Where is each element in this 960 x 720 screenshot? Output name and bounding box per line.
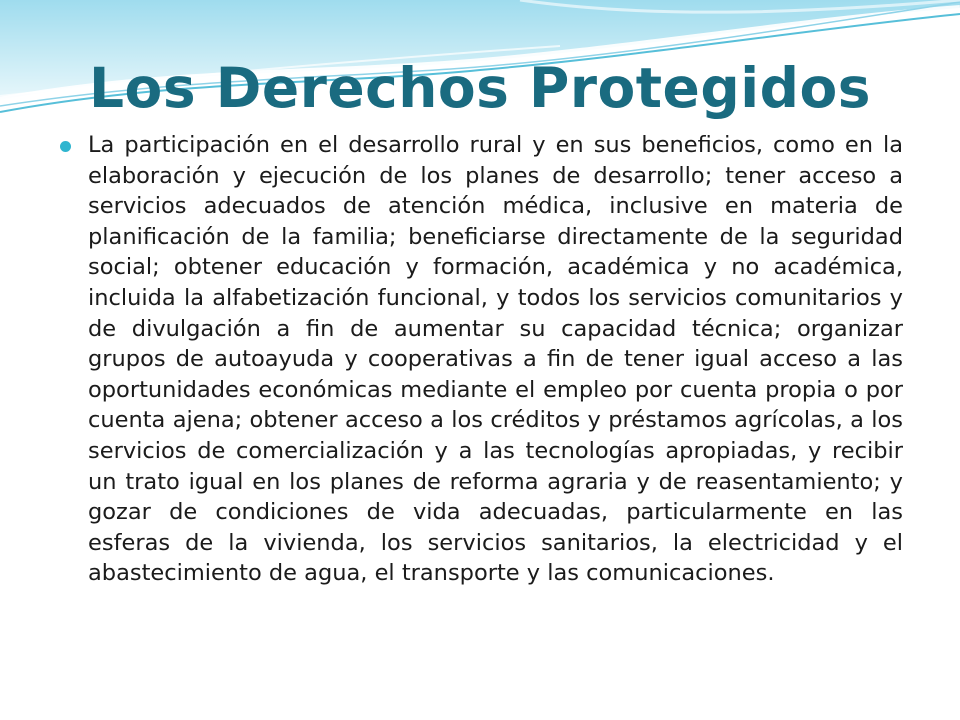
bullet-list-item [60, 130, 910, 589]
slide-title: Los Derechos Protegidos [89, 56, 871, 120]
bullet-text: La participación en el desarrollo rural y en sus beneficios, como en la elaboración y ejecución de los planes de desarrollo; tener acceso a servicios adecuados de atención médica, inclusive en materia de planificación de la familia; beneficiarse directamente de la seguridad social; obtener educación y formación, académica y no académica, incluida la alfabetización funcional, y todos los servicios comunitarios y de divulgación a fin de aumentar su capacidad técnica; organizar grupos de autoayuda y cooperativas a fin de tener igual acceso a las oportunidades económicas mediante el empleo por cuenta propia o por cuenta ajena; obtener acceso a los créditos y préstamos agrícolas, a los servicios de comercialización y a las tecnologías apropiadas, y recibir un trato igual en los planes de reforma agraria y de reasentamiento; y gozar de condiciones de vida adecuadas, particularmente en las esferas de la vivienda, los servicios sanitarios, la electricidad y el abastecimiento de agua, el transporte y las comunicaciones. [88, 132, 903, 587]
bullet-dot-icon [60, 141, 71, 152]
